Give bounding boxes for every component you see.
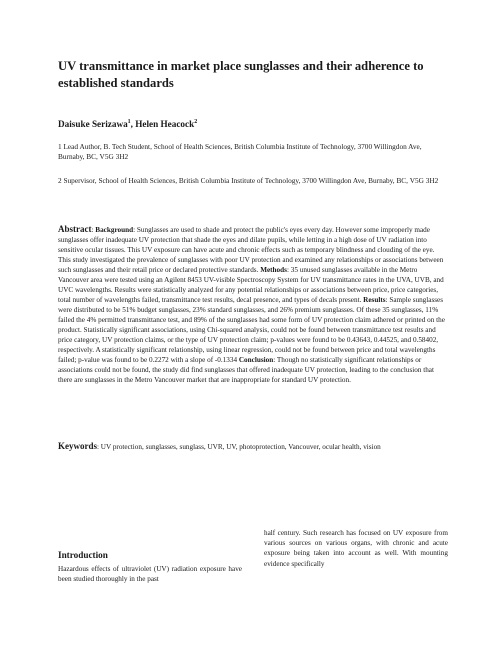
results-text: : Sample sunglasses were distributed to be 51% budget sunglasses, 23% standard sunglasses, and 26% premium sunglasses. Of these 35 sunglasses, 11% failed the 4% permitted transmittance test, and 89% of the sunglasses had some form of UV protection claim adhered or printed on the product. Statistically significant associations, using Chi-squared analysis, could not be found between transmittance test results and price category, UV protection claims, or the type of UV protection claim; p-values were found to be 0.43643, 0.44525, and 0.58402, respectively. A statistically significant relationship, using linear regression, could not be found between price and total wavelengths failed; p-value was found to be 0.2272 with a slope of -0.1334 [58, 296, 445, 364]
conclusion-label: Conclusion [238, 356, 274, 364]
abstract-block [58, 224, 447, 385]
conclusion-text: : Though no statistically significant relationships or associations could not be found, the study did find sunglasses that offered inadequate UV protection, leading to the conclusion that there are sunglasses in the Metro Vancouver market that are inappropriate for standard UV protection. [58, 356, 434, 384]
author-name: Daisuke Serizawa [58, 119, 128, 130]
abstract-colon: : [91, 226, 96, 234]
background-label: Background [95, 226, 134, 234]
author-affiliation-marker: 1 [127, 119, 131, 125]
introduction-right-column: half century. Such research has focused on UV exposure from various sources on various organs, with chronic and acute exposure being taken into account as well. With mounting evidence specifically [264, 529, 448, 568]
author-separator: , [130, 119, 136, 130]
author-line [58, 119, 197, 129]
keywords-text: : UV protection, sunglasses, sunglass, UVR, UV, photoprotection, Vancouver, ocular health, vision [97, 443, 381, 451]
paper-title: UV transmittance in market place sunglasses and their adherence to established standards [58, 59, 424, 90]
keywords-block [58, 441, 448, 452]
methods-text: : 35 unused sunglasses available in the Metro Vancouver area were tested using an Agilent 8453 UV-visible Spectroscopy System for UV transmittance rates in the UVA, UVB, and UVC wavelengths. Results were statistically analyzed for any potential relationships or associations between price, price categories, total number of wavelengths failed, transmittance test results, decal presence, and types of decals present. [58, 266, 444, 304]
introduction-heading: Introduction [58, 550, 108, 560]
keywords-heading: Keywords [58, 441, 97, 451]
introduction-left-column: Hazardous effects of ultraviolet (UV) radiation exposure have been studied thoroughly in the past [58, 565, 242, 584]
author-name: Helen Heacock [135, 119, 195, 130]
author-affiliation-marker: 2 [194, 119, 198, 125]
methods-label: Methods [260, 266, 287, 274]
affiliation-lead-author: 1 Lead Author, B. Tech Student, School of Health Sciences, British Columbia Institute of Technology, 3700 Willingdon Ave, Burnaby, BC, V5G 3H2 [58, 142, 422, 162]
affiliation-supervisor: 2 Supervisor, School of Health Sciences, British Columbia Institute of Technology, 3700 Willingdon Ave, Burnaby, BC, V5G 3H2 [58, 176, 439, 185]
abstract-heading: Abstract [58, 224, 92, 234]
results-label: Results [363, 296, 386, 304]
background-text: : Sunglasses are used to shade and protect the public's eyes every day. However some improperly made sunglasses offer inadequate UV protection that shade the eyes and dilate pupils, while letting in a high dose of UV radiation into sensitive ocular tissues. This UV exposure can have acute and chronic effects such as temporary blindness and clouding of the eye. This study investigated the prevalence of sunglasses with poor UV protection and examined any relationships or associations between such sunglasses and their retail price or declared protective standards. [58, 226, 444, 274]
